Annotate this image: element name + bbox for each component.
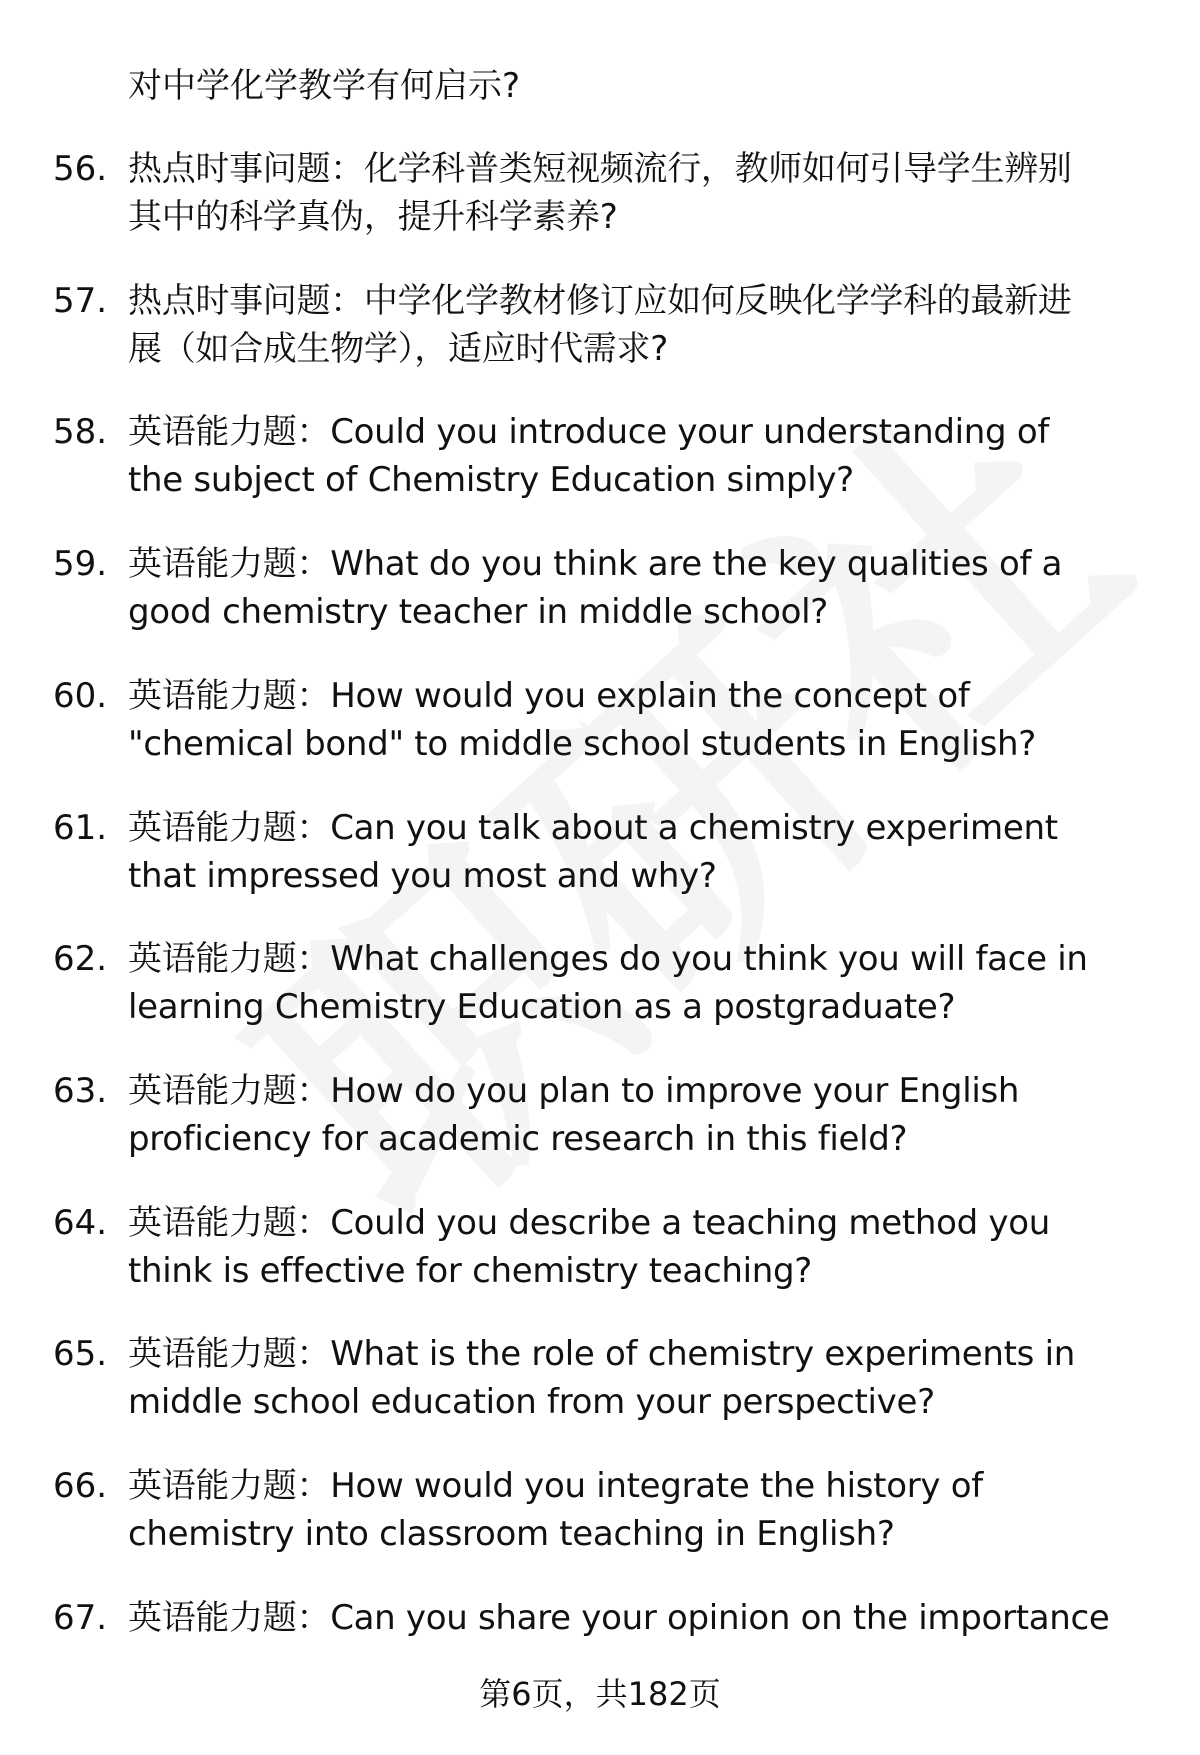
- question-number: 63.: [53, 1070, 108, 1111]
- question-text-line: 英语能力题：How would you integrate the history of: [128, 1466, 983, 1506]
- question-text-line: 英语能力题：How would you explain the concept of: [128, 675, 970, 716]
- question-text-line: chemistry into classroom teaching in English?: [128, 1514, 895, 1554]
- question-text-line: "chemical bond" to middle school students in English?: [128, 723, 1036, 764]
- question-text-line: 英语能力题：How do you plan to improve your English: [128, 1070, 1020, 1111]
- question-text-line: good chemistry teacher in middle school?: [128, 592, 829, 633]
- question-number: 58.: [53, 412, 108, 453]
- question-number: 66.: [53, 1466, 108, 1506]
- question-text-line: 热点时事问题：化学科普类短视频流行，教师如何引导学生辨别: [128, 149, 1072, 189]
- question-text-line: 英语能力题：What is the role of chemistry experiments in: [128, 1334, 1075, 1375]
- question-number: 61.: [53, 807, 108, 848]
- question-text-line: think is effective for chemistry teaching?: [128, 1250, 813, 1291]
- question-text-line: proficiency for academic research in this field?: [128, 1118, 908, 1159]
- question-number: 56.: [53, 149, 108, 189]
- question-number: 64.: [53, 1202, 108, 1243]
- question-text-line: the subject of Chemistry Education simply?: [128, 460, 854, 501]
- question-text-line: learning Chemistry Education as a postgraduate?: [128, 987, 956, 1028]
- question-number: 59.: [53, 544, 108, 585]
- question-text-line: 其中的科学真伪，提升科学素养?: [128, 197, 618, 237]
- continued-text: 对中学化学教学有何启示?: [128, 66, 521, 106]
- question-text-line: 英语能力题：What challenges do you think you will face in: [128, 939, 1088, 980]
- question-text-line: 展（如合成生物学），适应时代需求?: [128, 328, 668, 369]
- question-number: 67.: [53, 1597, 108, 1638]
- question-number: 62.: [53, 939, 108, 980]
- question-text-line: 英语能力题：Could you describe a teaching method you: [128, 1202, 1050, 1243]
- question-text-line: that impressed you most and why?: [128, 855, 717, 896]
- question-text-line: 英语能力题：What do you think are the key qualities of a: [128, 544, 1063, 585]
- question-text-line: 英语能力题：Can you share your opinion on the importance: [128, 1597, 1110, 1638]
- question-number: 60.: [53, 675, 108, 716]
- page-footer: 第6页，共182页: [479, 1675, 721, 1713]
- question-text-line: middle school education from your perspective?: [128, 1382, 935, 1423]
- question-number: 65.: [53, 1334, 108, 1375]
- question-number: 57.: [53, 280, 108, 321]
- question-text-line: 英语能力题：Can you talk about a chemistry experiment: [128, 807, 1058, 848]
- question-text-line: 英语能力题：Could you introduce your understanding of: [128, 412, 1050, 453]
- question-text-line: 热点时事问题：中学化学教材修订应如何反映化学学科的最新进: [128, 280, 1072, 321]
